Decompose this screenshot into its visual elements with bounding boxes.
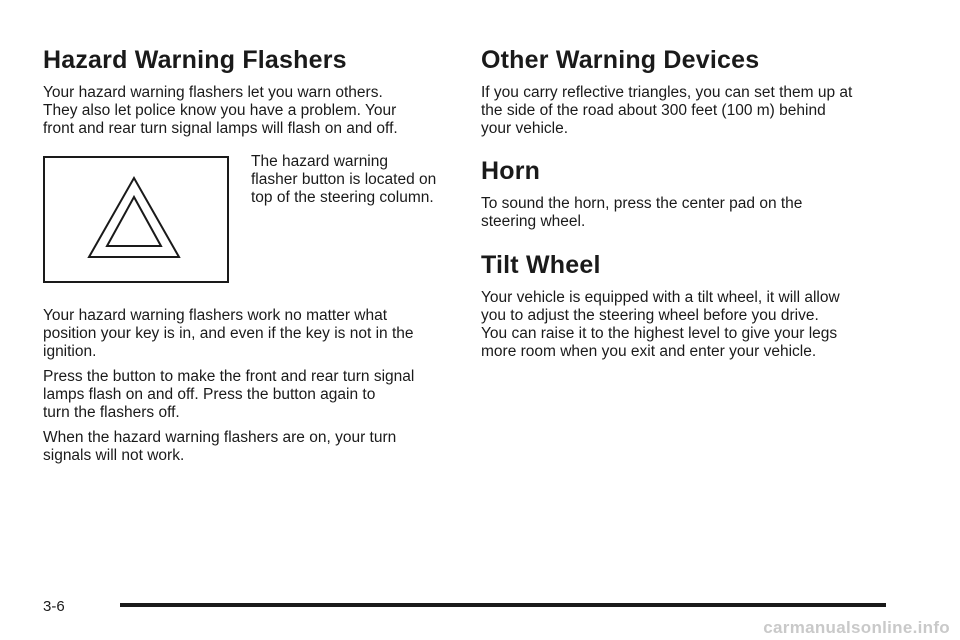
hazard-triangle-icon bbox=[45, 158, 226, 280]
other-devices-paragraph: If you carry reflective triangles, you can set them up at the side of the road about 300 feet (100 m) behind your vehicle. bbox=[481, 84, 853, 137]
hazard-heading: Hazard Warning Flashers bbox=[43, 46, 347, 74]
horn-heading: Horn bbox=[481, 157, 541, 185]
figure-caption: The hazard warning flasher button is located on top of the steering column. bbox=[251, 153, 437, 206]
page-number: 3-6 bbox=[43, 598, 65, 615]
horn-paragraph: To sound the horn, press the center pad on the steering wheel. bbox=[481, 195, 803, 230]
other-devices-heading: Other Warning Devices bbox=[481, 46, 760, 74]
hazard-paragraph-2: Your hazard warning flashers work no matter what position your key is in, and even if the key is not in the ignition. bbox=[43, 307, 414, 360]
tilt-wheel-paragraph: Your vehicle is equipped with a tilt wheel, it will allow you to adjust the steering wheel before you drive. You can raise it to the highest level to give your legs more room when you exit and enter your vehicle. bbox=[481, 289, 840, 360]
hazard-button-figure bbox=[43, 156, 229, 283]
hazard-intro: Your hazard warning flashers let you warn others. They also let police know you have a problem. Your front and rear turn signal lamps will flash on and off. bbox=[43, 84, 398, 137]
tilt-wheel-heading: Tilt Wheel bbox=[481, 251, 601, 279]
footer-rule bbox=[120, 603, 886, 607]
watermark: carmanualsonline.info bbox=[763, 618, 950, 637]
hazard-paragraph-3: Press the button to make the front and rear turn signal lamps flash on and off. Press the button again to turn the flashers off. bbox=[43, 368, 415, 421]
hazard-paragraph-4: When the hazard warning flashers are on, your turn signals will not work. bbox=[43, 429, 397, 464]
